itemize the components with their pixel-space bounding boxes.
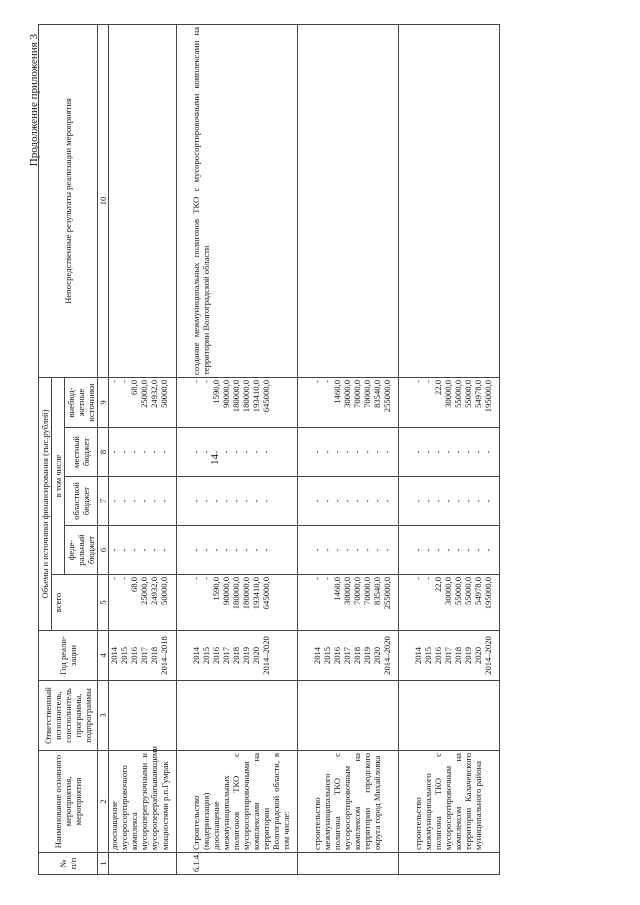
row-offbudget-value: 90000,0 [220,379,231,408]
row-local-value: - [129,450,140,454]
row-years [298,631,399,681]
row-federal-value: - [250,548,261,552]
row-offbudget-value: - [119,379,130,383]
row-federal-value: - [332,548,343,552]
row-local-value: - [433,450,444,454]
row-offbudget-value: 1460,0 [332,379,343,404]
row-offbudget-value: 55000,0 [453,379,464,408]
row-local-value: - [443,450,454,454]
row-total-value: 1460,0 [332,577,343,601]
row-local [298,428,399,477]
header-federal: феде- ральный бюджет [65,526,98,575]
row-regional-value: - [413,499,424,503]
row-local [176,428,297,477]
row-regional [109,477,176,526]
row-regional-value: - [463,499,474,503]
row-federal-value: - [109,548,120,552]
row-total-value: - [423,577,434,580]
row-name: строительство межмуниципального полигона ТКО с мусоросортировочным комплексом на территории Калачевского муниципального района [399,751,500,853]
row-offbudget-value: 55000,0 [463,379,474,408]
row-local [109,428,176,477]
row-regional-value: - [312,499,323,503]
row-offbudget-value: 180000,0 [240,379,251,413]
row-offbudget-value: 255000,0 [382,379,393,413]
row-offbudget-value: - [423,379,434,383]
row-regional-value: - [129,499,140,503]
table-row [176,24,297,874]
row-local-value: - [200,450,211,454]
row-years-value: 2017 [220,646,231,665]
row-offbudget-value: 25000,0 [139,379,150,408]
row-offbudget [109,377,176,427]
row-regional-value: - [372,499,383,503]
row-total-value: 68,0 [129,577,140,593]
program-table [38,24,500,875]
row-regional-value: - [443,499,454,503]
row-regional-value: - [322,499,333,503]
row-total-value: 645000,0 [260,577,271,610]
row-years [176,631,297,681]
row-local-value: - [362,450,373,454]
row-offbudget-value: 180000,0 [230,379,241,413]
row-total-value: 50000,0 [159,577,170,605]
row-years-value: 2020 [372,646,383,665]
header-executor: Ответственный исполнитель, соисполнитель программы, подпрограммы [39,681,98,751]
row-total-value: 54978,0 [473,577,484,605]
row-number [298,853,399,875]
row-years-value: 2014–2018 [159,636,170,675]
row-years-value: 2018 [453,646,464,665]
table-row [109,24,176,874]
row-regional [176,477,297,526]
row-regional-value: - [119,499,130,503]
row-federal-value: - [210,548,221,552]
row-regional-value: - [382,499,393,503]
row-years-value: 2017 [443,646,454,665]
row-local-value: - [413,450,424,454]
row-local-value: - [423,450,434,454]
row-federal-value: - [413,548,424,552]
row-total-value: 70000,0 [362,577,373,605]
row-local-value: - [372,450,383,454]
header-year: Год реали- зации [39,631,98,681]
row-offbudget-value: 30000,0 [443,379,454,408]
row-total-value: 24932,0 [149,577,160,605]
row-local-value: - [322,450,333,454]
row-total-value: - [200,577,211,580]
header-regional: областной бюджет [65,477,98,526]
column-number: 2 [98,751,109,853]
table-row [399,24,500,874]
row-federal-value: - [362,548,373,552]
row-executor [399,681,500,751]
row-federal-value: - [240,548,251,552]
row-federal-value: - [230,548,241,552]
row-years-value: 2019 [240,646,251,665]
row-offbudget-value: - [413,379,424,383]
row-local-value: - [230,450,241,454]
row-federal-value: - [433,548,444,552]
row-local-value: - [109,450,120,454]
row-years-value: 2016 [129,646,140,665]
row-total-value: 22,0 [433,577,444,593]
row-result [109,24,176,377]
row-regional-value: - [230,499,241,503]
row-offbudget [399,377,500,427]
row-offbudget-value: - [109,379,120,383]
column-number: 9 [98,377,109,427]
row-regional-value: - [250,499,261,503]
row-offbudget-value: 83540,0 [372,379,383,408]
row-regional [298,477,399,526]
row-number: 6.1.4. [176,853,297,875]
row-years-value: 2020 [473,646,484,665]
row-years-value: 2018 [149,646,160,665]
row-local-value: - [342,450,353,454]
row-total-value: 83540,0 [372,577,383,605]
row-regional-value: - [159,499,170,503]
row-years [109,631,176,681]
row-federal-value: - [342,548,353,552]
row-regional-value: - [200,499,211,503]
column-number: 6 [98,526,109,575]
row-offbudget-value: 68,0 [129,379,140,396]
header-offbudget: внебюд- жетные источники [65,377,98,427]
row-number [399,853,500,875]
column-number: 5 [98,575,109,631]
row-offbudget-value: 195000,0 [483,379,494,413]
column-number: 3 [98,681,109,751]
column-number: 4 [98,631,109,681]
row-total [176,575,297,631]
column-number: 1 [98,853,109,875]
row-years-value: 2016 [210,646,221,665]
row-local-value: - [463,450,474,454]
row-total-value: 180000,0 [230,577,241,610]
header-number: № п/п [39,853,98,875]
row-federal-value: - [200,548,211,552]
row-total-value: 195000,0 [483,577,494,610]
row-federal-value: - [149,548,160,552]
row-local-value: - [260,450,271,454]
row-federal-value: - [453,548,464,552]
row-local-value: - [119,450,130,454]
row-name: Строительство (модернизация) дооснащение межмуниципальных полигонов ТКО с мусоросортировочными комплексами на территории Волгоградской области, в том числе: [176,751,297,853]
row-result [399,24,500,377]
row-regional-value: - [342,499,353,503]
row-offbudget-value: - [200,379,211,383]
row-local-value: - [190,450,201,454]
row-offbudget-value: - [322,379,333,383]
row-local-value: - [250,450,261,454]
row-federal-value: - [423,548,434,552]
row-years-value: 2015 [200,646,211,665]
row-executor [298,681,399,751]
row-regional-value: - [473,499,484,503]
row-regional-value: - [362,499,373,503]
row-years-value: 2019 [362,646,373,665]
column-number-row [98,24,109,874]
row-local-value: - [332,450,343,454]
row-total-value: 180000,0 [240,577,251,610]
row-total-value: 90000,0 [220,577,231,605]
table-row [298,24,399,874]
row-local-value: - [453,450,464,454]
row-local [399,428,500,477]
row-years-value: 2015 [423,646,434,665]
row-executor [109,681,176,751]
row-total-value: - [413,577,424,580]
row-total-value: 193410,0 [250,577,261,610]
row-offbudget [176,377,297,427]
row-federal-value: - [443,548,454,552]
row-federal-value: - [312,548,323,552]
column-number: 8 [98,428,109,477]
row-federal-value: - [119,548,130,552]
row-years-value: 2014 [190,646,201,665]
row-offbudget-value: 22,0 [433,379,444,396]
row-offbudget-value: 30000,0 [342,379,353,408]
row-federal [399,526,500,575]
row-years-value: 2019 [463,646,474,665]
row-local-value: - [312,450,323,454]
row-name: строительство межмуниципального полигона ТКО с мусоросортировочным комплексом на территории городского округа город Михайловка [298,751,399,853]
row-years-value: 2014–2020 [483,636,494,675]
header-funding: Объемы и источники финансирования (тыс.рублей) [39,377,52,630]
row-offbudget-value: - [190,379,201,383]
row-total-value: - [312,577,323,580]
row-regional-value: - [260,499,271,503]
row-federal [176,526,297,575]
row-name: дооснащение мусоросортировочного комплекса мусороперегрузочными и мусороперерабатывающими мощностями р.п.Гумрак [109,751,176,853]
row-total-value: - [322,577,333,580]
row-total-value: - [119,577,130,580]
row-offbudget-value: - [312,379,323,383]
row-years-value: 2014–2020 [260,636,271,675]
header-name: Наименование основного мероприятия, мероприятия [39,751,98,853]
row-federal-value: - [352,548,363,552]
row-total-value: - [109,577,120,580]
row-local-value: - [149,450,160,454]
row-offbudget-value: 1590,0 [210,379,221,404]
row-federal-value: - [190,548,201,552]
row-years-value: 2014 [312,646,323,665]
row-federal-value: - [260,548,271,552]
row-total-value: 30000,0 [342,577,353,605]
row-regional-value: - [352,499,363,503]
row-regional-value: - [240,499,251,503]
row-regional-value: - [483,499,494,503]
row-total [109,575,176,631]
row-years-value: 2014 [413,646,424,665]
continuation-label: Продолжение приложения 3 [28,34,40,167]
row-offbudget-value: 50000,0 [159,379,170,408]
row-local-value: - [473,450,484,454]
row-offbudget-value: 54978,0 [473,379,484,408]
row-local-value: - [139,450,150,454]
row-federal [298,526,399,575]
row-years-value: 2015 [119,646,130,665]
row-offbudget-value: 193410,0 [250,379,261,413]
row-regional-value: - [220,499,231,503]
row-offbudget-value: 24932,0 [149,379,160,408]
row-years [399,631,500,681]
row-total-value: 255000,0 [382,577,393,610]
row-total-value: 55000,0 [453,577,464,605]
row-offbudget [298,377,399,427]
row-regional-value: - [139,499,150,503]
row-result: создание межмуниципальных полигонов ТКО с мусоросортировочными комплексами на территории Волгоградской области [176,24,297,377]
row-years-value: 2017 [342,646,353,665]
row-total-value: 30000,0 [443,577,454,605]
row-local-value: - [382,450,393,454]
header-including: в том числе [52,377,65,574]
row-regional-value: - [190,499,201,503]
row-total-value: - [190,577,201,580]
row-federal-value: - [473,548,484,552]
header-results: Непосредственные результаты реализации мероприятия [39,24,98,377]
row-total-value: 55000,0 [463,577,474,605]
row-federal-value: - [322,548,333,552]
row-total-value: 70000,0 [352,577,363,605]
header-local: местный бюджет [65,428,98,477]
row-regional-value: - [332,499,343,503]
row-offbudget-value: 70000,0 [362,379,373,408]
row-federal-value: - [220,548,231,552]
row-years-value: 2015 [322,646,333,665]
row-years-value: 2017 [139,646,150,665]
row-federal-value: - [372,548,383,552]
row-total-value: 25000,0 [139,577,150,605]
row-total [298,575,399,631]
row-offbudget-value: 70000,0 [352,379,363,408]
column-number: 10 [98,24,109,377]
row-federal [109,526,176,575]
column-number: 7 [98,477,109,526]
row-federal-value: - [129,548,140,552]
row-years-value: 2018 [352,646,363,665]
row-years-value: 2014 [109,646,120,665]
row-federal-value: - [463,548,474,552]
row-regional-value: - [210,499,221,503]
row-local-value: - [210,450,221,454]
row-years-value: 2016 [332,646,343,665]
row-total [399,575,500,631]
row-regional [399,477,500,526]
row-result [298,24,399,377]
row-regional-value: - [109,499,120,503]
row-federal-value: - [159,548,170,552]
page-number: 14 [209,454,221,465]
row-local-value: - [220,450,231,454]
row-regional-value: - [453,499,464,503]
table-body [109,24,500,874]
row-number [109,853,176,875]
row-local-value: - [483,450,494,454]
header-total: всего [52,575,98,631]
row-federal-value: - [139,548,150,552]
row-regional-value: - [433,499,444,503]
row-executor [176,681,297,751]
row-regional-value: - [149,499,160,503]
row-offbudget-value: 645000,0 [260,379,271,413]
row-federal-value: - [483,548,494,552]
row-years-value: 2018 [230,646,241,665]
row-total-value: 1590,0 [210,577,221,601]
row-regional-value: - [423,499,434,503]
row-years-value: 2014–2020 [382,636,393,675]
row-local-value: - [240,450,251,454]
row-local-value: - [352,450,363,454]
row-local-value: - [159,450,170,454]
row-years-value: 2020 [250,646,261,665]
row-federal-value: - [382,548,393,552]
row-years-value: 2016 [433,646,444,665]
